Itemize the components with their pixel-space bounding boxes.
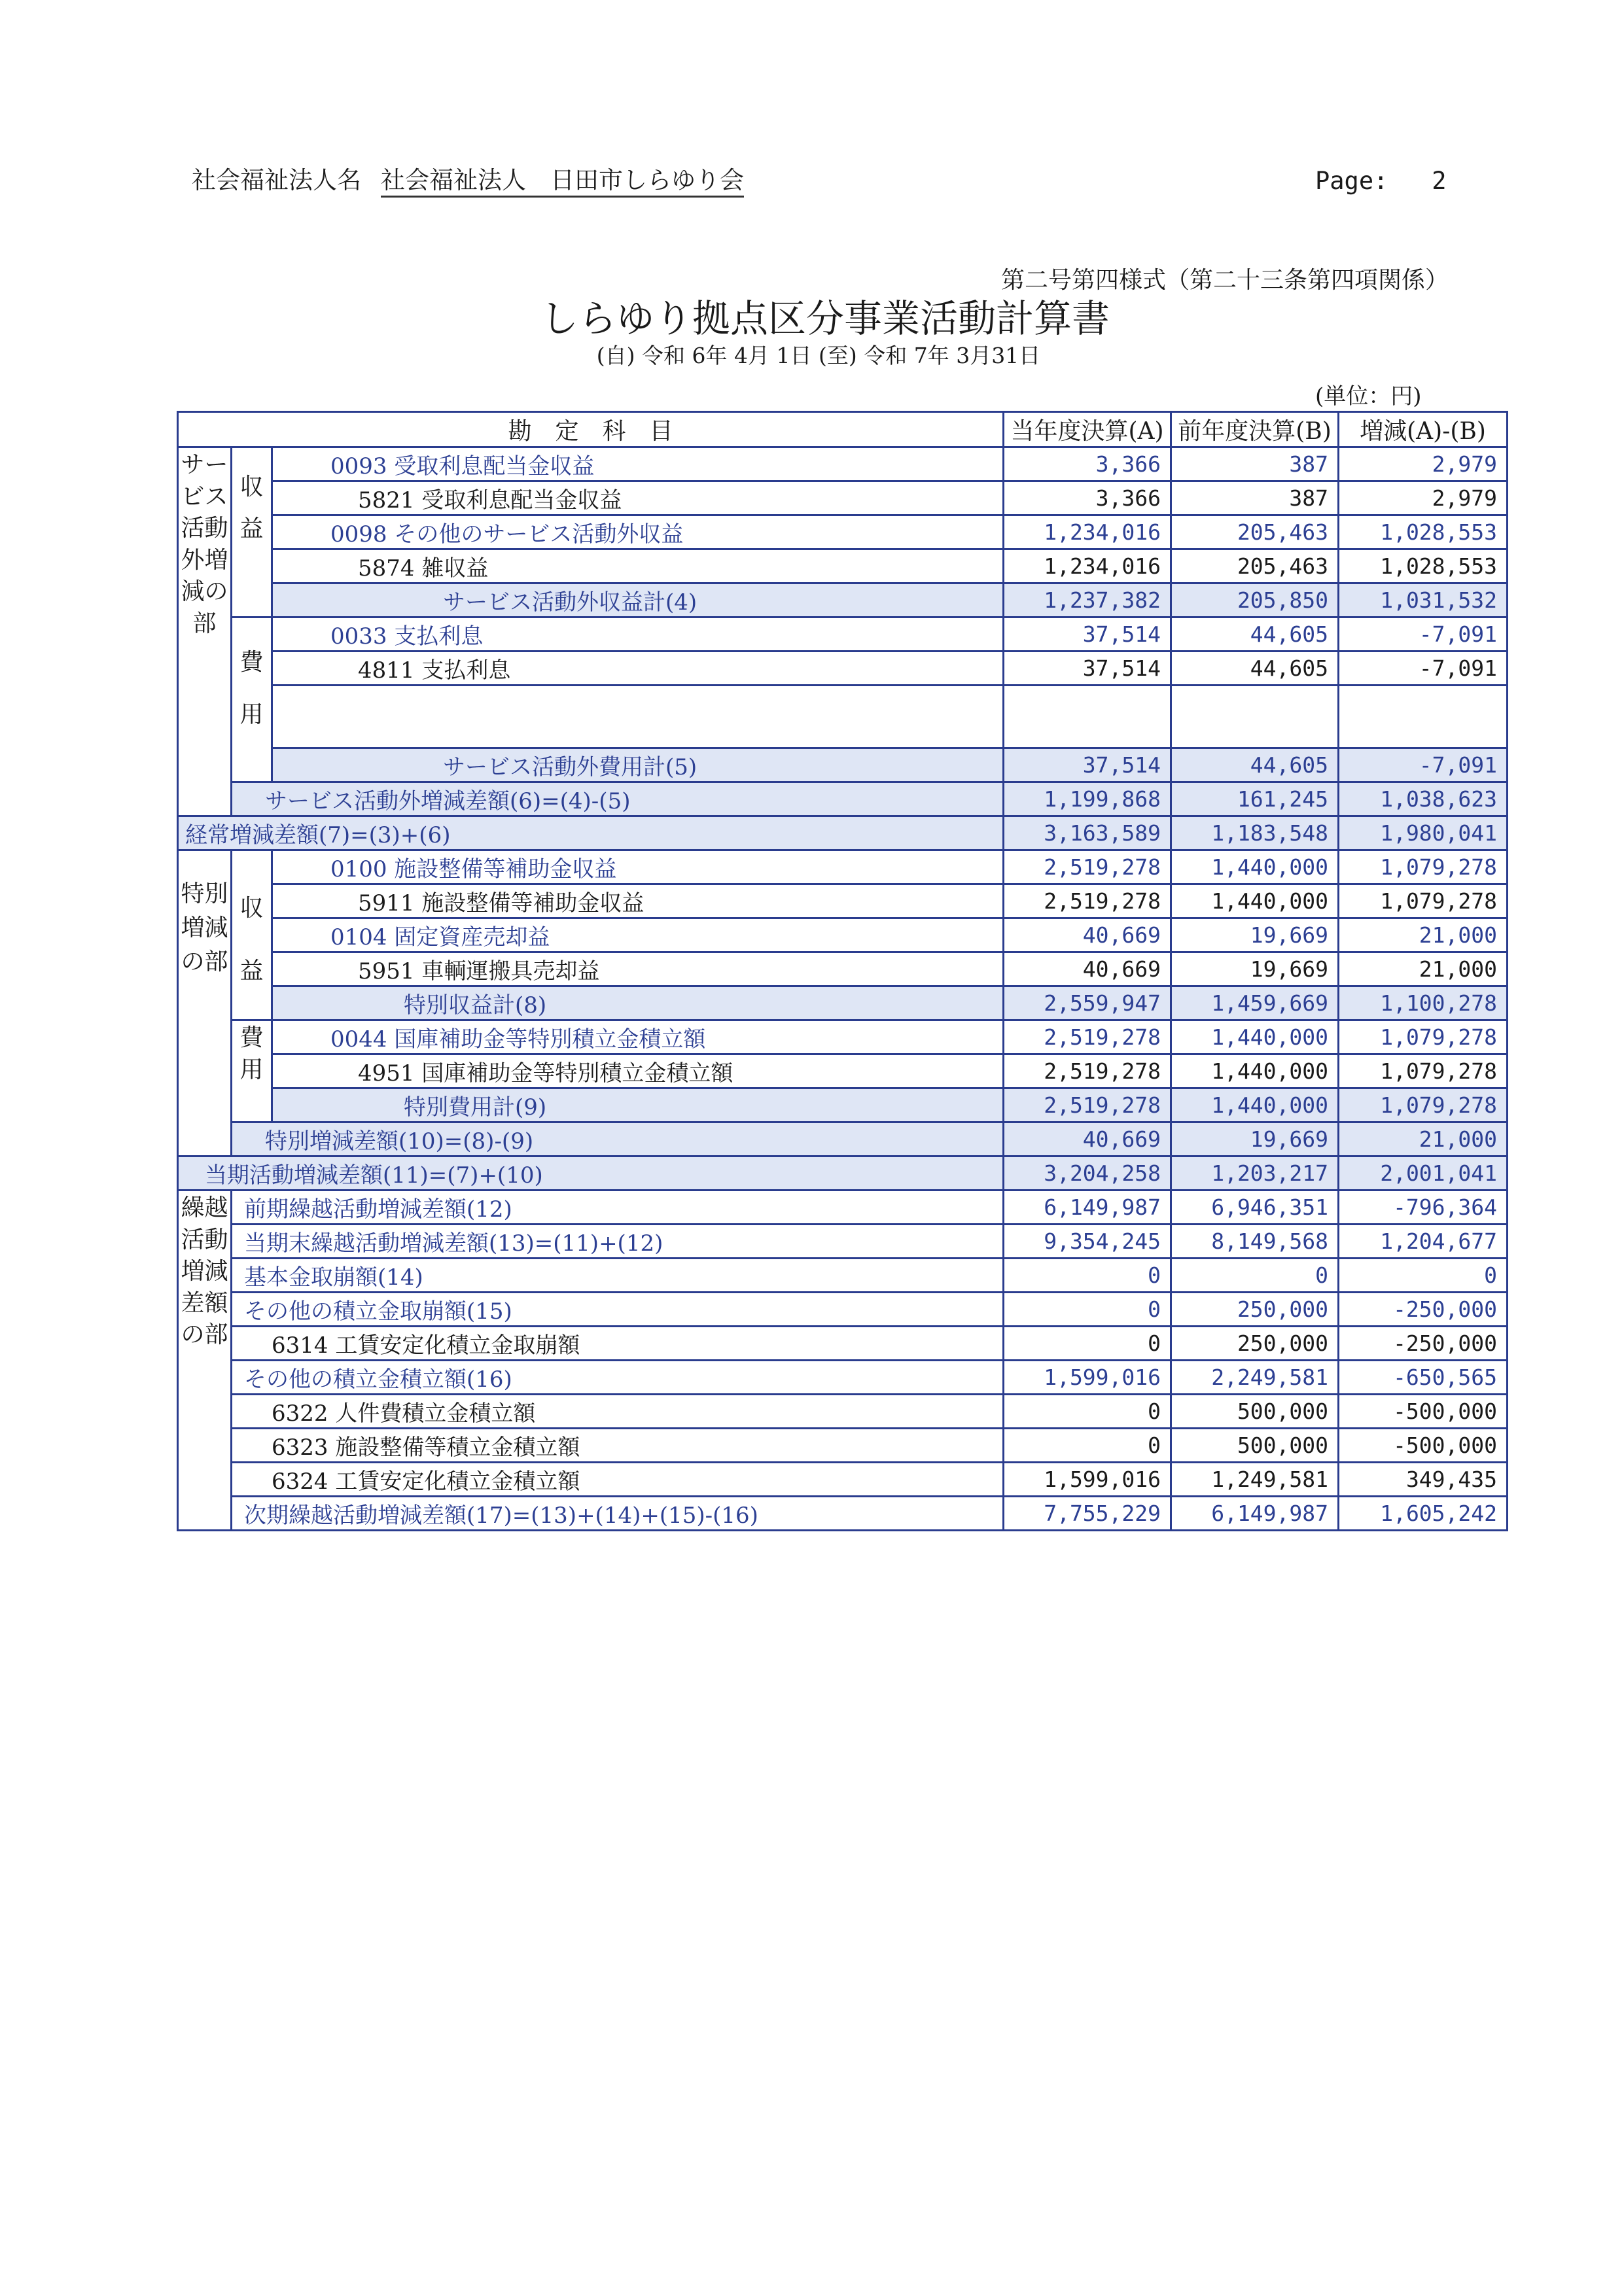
value-difference: 21,000	[1339, 918, 1508, 952]
value-current: 1,199,868	[1004, 782, 1171, 816]
value-current: 1,599,016	[1004, 1463, 1171, 1497]
total-row	[178, 1157, 1508, 1191]
table-row	[178, 1429, 1508, 1463]
value-difference: -250,000	[1339, 1293, 1508, 1327]
value-previous: 1,440,000	[1171, 1088, 1339, 1122]
total-row	[178, 1122, 1508, 1157]
blank-cell	[272, 686, 1004, 748]
value-previous: 19,669	[1171, 952, 1339, 986]
value-current: 40,669	[1004, 952, 1171, 986]
value-current: 6,149,987	[1004, 1191, 1171, 1225]
value-difference: -7,091	[1339, 748, 1508, 782]
value-current: 3,204,258	[1004, 1157, 1171, 1191]
value-previous: 19,669	[1171, 1122, 1339, 1157]
account-label: 当期活動増減差額(11)=(7)+(10)	[178, 1157, 1004, 1191]
value-previous: 6,946,351	[1171, 1191, 1339, 1225]
value-previous: 19,669	[1171, 918, 1339, 952]
table-row	[178, 1020, 1508, 1054]
value-difference: 1,605,242	[1339, 1497, 1508, 1531]
value-difference: 21,000	[1339, 952, 1508, 986]
value-difference: -500,000	[1339, 1429, 1508, 1463]
account-label: 特別収益計(8)	[272, 986, 1004, 1020]
account-label: 次期繰越活動増減差額(17)=(13)+(14)+(15)-(16)	[232, 1497, 1004, 1531]
account-label: 0044 国庫補助金等特別積立金積立額	[272, 1020, 1004, 1054]
value-current: 0	[1004, 1293, 1171, 1327]
table-row	[178, 884, 1508, 918]
account-label: 特別増減差額(10)=(8)-(9)	[232, 1122, 1004, 1157]
value-previous: 387	[1171, 481, 1339, 515]
account-label: 6324 工賃安定化積立金積立額	[232, 1463, 1004, 1497]
value-difference: 1,204,677	[1339, 1225, 1508, 1259]
value-previous: 0	[1171, 1259, 1339, 1293]
document-title: しらゆり拠点区分事業活動計算書	[540, 296, 1110, 341]
value-current: 7,755,229	[1004, 1497, 1171, 1531]
header-current-year: 当年度決算(A)	[1004, 412, 1171, 447]
value-previous: 1,440,000	[1171, 1054, 1339, 1088]
value-difference: 1,980,041	[1339, 816, 1508, 850]
table-row	[178, 918, 1508, 952]
value-difference: 1,031,532	[1339, 583, 1508, 617]
value-previous: 1,440,000	[1171, 884, 1339, 918]
subtotal-row	[178, 1088, 1508, 1122]
section-carryover: 繰越活動増減差額の部	[178, 1191, 232, 1531]
table-row	[178, 1497, 1508, 1531]
total-row	[178, 782, 1508, 816]
account-label: 0098 その他のサービス活動外収益	[272, 515, 1004, 549]
value-current: 3,366	[1004, 481, 1171, 515]
value-previous: 161,245	[1171, 782, 1339, 816]
table-row	[178, 1191, 1508, 1225]
value-current: 40,669	[1004, 918, 1171, 952]
blank-row	[178, 686, 1508, 748]
value-difference: -7,091	[1339, 652, 1508, 686]
activity-statement-table	[177, 411, 1508, 1531]
value-previous: 205,463	[1171, 515, 1339, 549]
value-difference: -7,091	[1339, 617, 1508, 652]
form-number: 第二号第四様式（第二十三条第四項関係）	[1001, 267, 1449, 294]
table-row	[178, 850, 1508, 884]
table-row	[178, 617, 1508, 652]
table-row	[178, 1054, 1508, 1088]
value-difference: 1,028,553	[1339, 515, 1508, 549]
header-difference: 増減(A)-(B)	[1339, 412, 1508, 447]
value-previous: 44,605	[1171, 617, 1339, 652]
value-previous: 250,000	[1171, 1327, 1339, 1361]
value-previous: 1,183,548	[1171, 816, 1339, 850]
table-row	[178, 952, 1508, 986]
page-number	[1315, 167, 1447, 195]
value-previous: 44,605	[1171, 652, 1339, 686]
section-service-out: サービス活動外増減の部	[178, 447, 232, 816]
value-previous: 2,249,581	[1171, 1361, 1339, 1395]
value-difference: 1,079,278	[1339, 884, 1508, 918]
blank-cell	[1171, 686, 1339, 748]
value-current: 2,519,278	[1004, 850, 1171, 884]
value-current: 1,234,016	[1004, 549, 1171, 583]
account-label: 5951 車輌運搬具売却益	[272, 952, 1004, 986]
value-previous: 6,149,987	[1171, 1497, 1339, 1531]
value-difference: 1,079,278	[1339, 1054, 1508, 1088]
value-difference: 2,979	[1339, 447, 1508, 481]
value-difference: 0	[1339, 1259, 1508, 1293]
value-previous: 205,850	[1171, 583, 1339, 617]
value-difference: 1,038,623	[1339, 782, 1508, 816]
account-label: 6314 工賃安定化積立金取崩額	[232, 1327, 1004, 1361]
table-row	[178, 1361, 1508, 1395]
value-difference: 1,100,278	[1339, 986, 1508, 1020]
value-previous: 1,459,669	[1171, 986, 1339, 1020]
value-current: 9,354,245	[1004, 1225, 1171, 1259]
account-label: 0100 施設整備等補助金収益	[272, 850, 1004, 884]
value-current: 3,163,589	[1004, 816, 1171, 850]
value-difference: 349,435	[1339, 1463, 1508, 1497]
group-income: 収益	[232, 850, 272, 1020]
subtotal-row	[178, 986, 1508, 1020]
account-label: 5874 雑収益	[272, 549, 1004, 583]
account-label: サービス活動外収益計(4)	[272, 583, 1004, 617]
value-difference: -796,364	[1339, 1191, 1508, 1225]
value-current: 3,366	[1004, 447, 1171, 481]
header-account: 勘 定 科 目	[178, 412, 1004, 447]
group-income: 収益	[232, 447, 272, 617]
subtotal-row	[178, 748, 1508, 782]
account-label: 0104 固定資産売却益	[272, 918, 1004, 952]
table-row	[178, 1225, 1508, 1259]
blank-cell	[1339, 686, 1508, 748]
table-row	[178, 447, 1508, 481]
value-current: 0	[1004, 1327, 1171, 1361]
account-label: 特別費用計(9)	[272, 1088, 1004, 1122]
account-label: その他の積立金積立額(16)	[232, 1361, 1004, 1395]
account-label: 当期末繰越活動増減差額(13)=(11)+(12)	[232, 1225, 1004, 1259]
table-row	[178, 515, 1508, 549]
value-difference: 1,028,553	[1339, 549, 1508, 583]
value-current: 37,514	[1004, 652, 1171, 686]
table-row	[178, 1395, 1508, 1429]
value-previous: 250,000	[1171, 1293, 1339, 1327]
account-label: 経常増減差額(7)=(3)+(6)	[178, 816, 1004, 850]
page-label: Page:	[1315, 167, 1388, 195]
header-previous-year: 前年度決算(B)	[1171, 412, 1339, 447]
corporation-line	[192, 160, 744, 196]
value-current: 1,237,382	[1004, 583, 1171, 617]
value-previous: 205,463	[1171, 549, 1339, 583]
corporation-name: 社会福祉法人 日田市しらゆり会	[381, 166, 744, 198]
value-current: 40,669	[1004, 1122, 1171, 1157]
value-current: 1,599,016	[1004, 1361, 1171, 1395]
value-previous: 8,149,568	[1171, 1225, 1339, 1259]
value-difference: 21,000	[1339, 1122, 1508, 1157]
account-label: サービス活動外費用計(5)	[272, 748, 1004, 782]
section-special: 特別増減の部	[178, 850, 232, 1157]
account-label: 前期繰越活動増減差額(12)	[232, 1191, 1004, 1225]
value-current: 37,514	[1004, 748, 1171, 782]
account-label: 6323 施設整備等積立金積立額	[232, 1429, 1004, 1463]
account-label: 4811 支払利息	[272, 652, 1004, 686]
value-previous: 500,000	[1171, 1395, 1339, 1429]
account-label: 6322 人件費積立金積立額	[232, 1395, 1004, 1429]
value-current: 0	[1004, 1395, 1171, 1429]
value-current: 2,519,278	[1004, 884, 1171, 918]
value-current: 2,519,278	[1004, 1088, 1171, 1122]
account-label: 0033 支払利息	[272, 617, 1004, 652]
currency-unit: (単位：円)	[1315, 383, 1422, 409]
value-current: 1,234,016	[1004, 515, 1171, 549]
value-difference: -500,000	[1339, 1395, 1508, 1429]
blank-cell	[1004, 686, 1171, 748]
value-previous: 500,000	[1171, 1429, 1339, 1463]
fiscal-period: (自) 令和 6年 4月 1日 (至) 令和 7年 3月31日	[596, 343, 1041, 368]
value-previous: 44,605	[1171, 748, 1339, 782]
account-label: 5821 受取利息配当金収益	[272, 481, 1004, 515]
account-label: 5911 施設整備等補助金収益	[272, 884, 1004, 918]
value-previous: 1,203,217	[1171, 1157, 1339, 1191]
value-difference: 1,079,278	[1339, 850, 1508, 884]
table-row	[178, 652, 1508, 686]
total-row	[178, 816, 1508, 850]
table-row	[178, 549, 1508, 583]
table-row	[178, 1259, 1508, 1293]
corporation-label: 社会福祉法人名	[192, 166, 361, 194]
value-previous: 1,249,581	[1171, 1463, 1339, 1497]
account-label: 0093 受取利息配当金収益	[272, 447, 1004, 481]
subtotal-row	[178, 583, 1508, 617]
page-value: 2	[1432, 167, 1447, 195]
table-header	[178, 412, 1508, 447]
value-current: 0	[1004, 1259, 1171, 1293]
value-previous: 1,440,000	[1171, 850, 1339, 884]
group-expense: 費用	[232, 1020, 272, 1122]
table-row	[178, 1463, 1508, 1497]
value-current: 0	[1004, 1429, 1171, 1463]
value-difference: 1,079,278	[1339, 1020, 1508, 1054]
value-current: 2,559,947	[1004, 986, 1171, 1020]
value-difference: -250,000	[1339, 1327, 1508, 1361]
group-expense: 費用	[232, 617, 272, 782]
account-label: 4951 国庫補助金等特別積立金積立額	[272, 1054, 1004, 1088]
table-row	[178, 481, 1508, 515]
account-label: サービス活動外増減差額(6)=(4)-(5)	[232, 782, 1004, 816]
account-label: 基本金取崩額(14)	[232, 1259, 1004, 1293]
value-difference: -650,565	[1339, 1361, 1508, 1395]
account-label: その他の積立金取崩額(15)	[232, 1293, 1004, 1327]
value-previous: 387	[1171, 447, 1339, 481]
value-current: 2,519,278	[1004, 1054, 1171, 1088]
value-difference: 2,001,041	[1339, 1157, 1508, 1191]
value-difference: 2,979	[1339, 481, 1508, 515]
value-previous: 1,440,000	[1171, 1020, 1339, 1054]
value-difference: 1,079,278	[1339, 1088, 1508, 1122]
value-current: 37,514	[1004, 617, 1171, 652]
table-row	[178, 1327, 1508, 1361]
table-row	[178, 1293, 1508, 1327]
value-current: 2,519,278	[1004, 1020, 1171, 1054]
